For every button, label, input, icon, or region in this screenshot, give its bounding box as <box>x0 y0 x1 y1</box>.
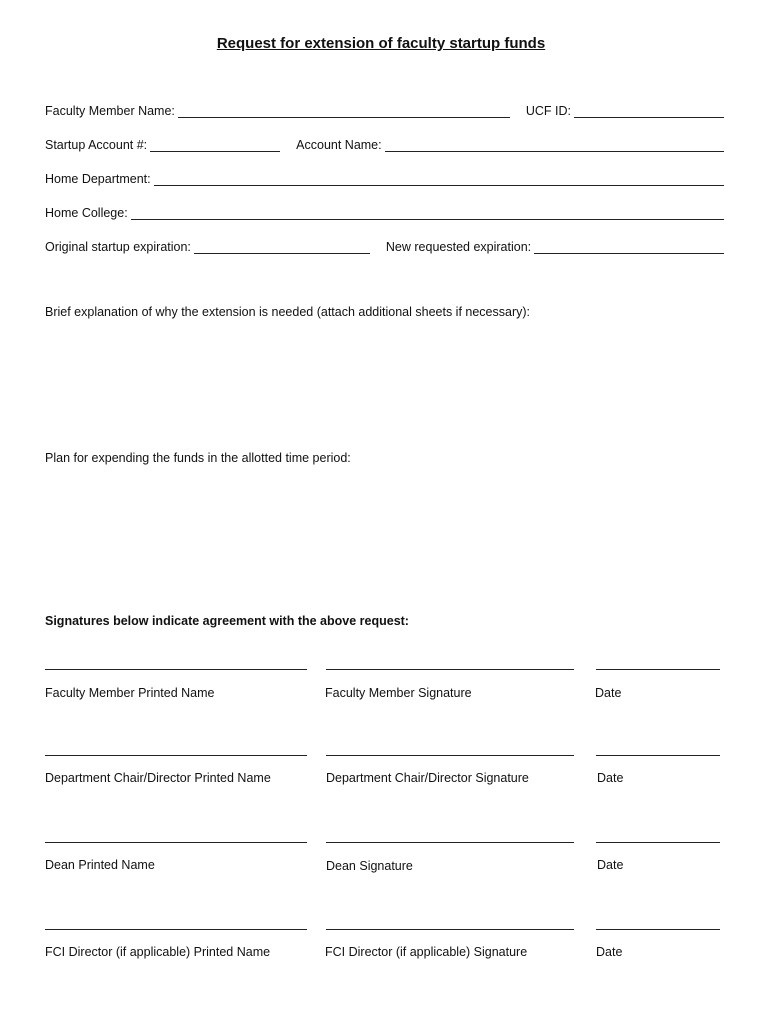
fci-printed-name-label: FCI Director (if applicable) Printed Name <box>45 945 271 959</box>
faculty-printed-name-line[interactable] <box>45 669 307 670</box>
home-college-label: Home College: <box>45 206 128 220</box>
faculty-name-label: Faculty Member Name: <box>45 104 175 118</box>
chair-date-label: Date <box>597 771 624 785</box>
original-expiration-field[interactable] <box>194 243 370 254</box>
dean-signature-line[interactable] <box>326 842 574 843</box>
dean-printed-name-line[interactable] <box>45 842 307 843</box>
explanation-area[interactable] <box>45 325 725 435</box>
faculty-printed-name-label: Faculty Member Printed Name <box>45 686 215 700</box>
signatures-heading: Signatures below indicate agreement with the above request: <box>45 614 409 628</box>
row-department <box>45 172 724 186</box>
dean-signature-label: Dean Signature <box>326 859 413 873</box>
chair-date-line[interactable] <box>596 755 720 756</box>
new-expiration-field[interactable] <box>534 243 724 254</box>
fci-date-label: Date <box>596 945 623 959</box>
home-department-field[interactable] <box>154 175 724 186</box>
row-account <box>45 138 724 152</box>
plan-prompt: Plan for expending the funds in the allotted time period: <box>45 451 351 465</box>
dean-printed-name-label: Dean Printed Name <box>45 858 155 872</box>
fci-printed-name-line[interactable] <box>45 929 307 930</box>
faculty-date-label: Date <box>595 686 622 700</box>
faculty-signature-label: Faculty Member Signature <box>325 686 472 700</box>
account-name-label: Account Name: <box>296 138 382 152</box>
original-expiration-label: Original startup expiration: <box>45 240 191 254</box>
account-name-field[interactable] <box>385 141 724 152</box>
startup-account-field[interactable] <box>150 141 280 152</box>
row-name-id <box>45 104 724 118</box>
plan-area[interactable] <box>45 472 725 602</box>
ucf-id-label: UCF ID: <box>525 104 571 118</box>
dean-date-label: Date <box>597 858 624 872</box>
new-expiration-label: New requested expiration: <box>385 240 532 254</box>
dean-date-line[interactable] <box>596 842 720 843</box>
home-department-label: Home Department: <box>45 172 151 186</box>
row-college <box>45 206 724 220</box>
fci-date-line[interactable] <box>596 929 720 930</box>
startup-account-label: Startup Account #: <box>45 138 148 152</box>
chair-printed-name-label: Department Chair/Director Printed Name <box>45 771 271 785</box>
fci-signature-label: FCI Director (if applicable) Signature <box>325 945 528 959</box>
fci-signature-line[interactable] <box>326 929 574 930</box>
ucf-id-field[interactable] <box>574 107 724 118</box>
explanation-prompt: Brief explanation of why the extension is needed (attach additional sheets if necessary): <box>45 305 531 319</box>
row-expiration <box>45 240 724 254</box>
chair-signature-line[interactable] <box>326 755 574 756</box>
faculty-date-line[interactable] <box>596 669 720 670</box>
chair-printed-name-line[interactable] <box>45 755 307 756</box>
home-college-field[interactable] <box>131 209 724 220</box>
faculty-signature-line[interactable] <box>326 669 574 670</box>
form-title: Request for extension of faculty startup funds <box>216 35 546 52</box>
chair-signature-label: Department Chair/Director Signature <box>326 771 529 785</box>
faculty-name-field[interactable] <box>178 107 510 118</box>
